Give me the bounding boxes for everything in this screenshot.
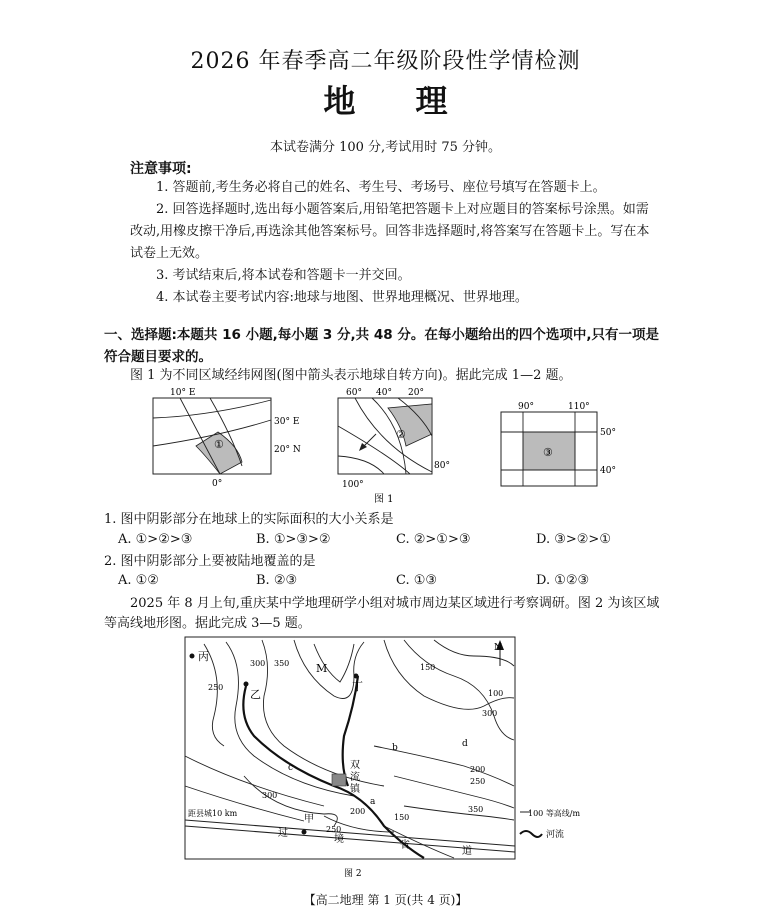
label-guo: 过 [278, 828, 288, 839]
fig1-panel-a [153, 388, 301, 489]
q1-stem: 1. 图中阴影部分在地球上的实际面积的大小关系是 [104, 512, 394, 527]
subject-title: 地理 [323, 82, 508, 120]
fig1c-shade-label: ③ [543, 446, 553, 459]
label-c: c [288, 763, 294, 773]
fig1-intro: 图 1 为不同区域经纬网图(图中箭头表示地球自转方向)。据此完成 1—2 题。 [130, 368, 572, 383]
q2-stem: 2. 图中阴影部分上要被陆地覆盖的是 [104, 554, 316, 569]
exam-title: 2026 年春季高二年级阶段性学情检测 [190, 49, 581, 74]
contour-150-b: 150 [394, 813, 410, 822]
legend-river: 河流 [546, 830, 565, 840]
svg-text:N: N [494, 643, 502, 653]
fig1c-lon-110: 110° [568, 402, 590, 412]
fig1a-shade-label: ① [214, 438, 224, 451]
fig1b-shade-label: ② [396, 428, 406, 441]
label-m: M [316, 662, 328, 675]
notice-item-2: 2. 回答选择题时,选出每小题答案后,用铅笔把答题卡上对应题目的答案标号涂黑。如需改动,用橡皮擦干净后,再选涂其他答案标号。回答非选择题时,将答案写在答题卡上。写在本试卷上无效。 [130, 202, 650, 261]
town-block [332, 774, 346, 786]
figure-1 [140, 386, 640, 504]
label-b: b [392, 743, 398, 753]
label-d: d [462, 739, 468, 749]
q1-option-d[interactable]: D. ③>②>① [536, 532, 611, 547]
contour-200-a: 200 [470, 765, 486, 774]
notice-heading: 注意事项: [130, 161, 192, 177]
exam-info: 本试卷满分 100 分,考试用时 75 分钟。 [269, 140, 502, 155]
fig1-panel-c [501, 402, 616, 486]
fig1-caption: 图 1 [374, 494, 394, 504]
fig1c-lat-50: 50° [600, 428, 616, 438]
label-bing: 丙 [198, 650, 209, 663]
contour-300-a: 300 [250, 659, 266, 668]
label-jia: 甲 [304, 814, 314, 825]
label-yi: 乙 [250, 688, 261, 701]
label-county-distance: 距县城10 km [188, 809, 238, 818]
notice-item-3: 3. 考试结束后,将本试卷和答题卡一并交回。 [156, 268, 411, 283]
q2-option-b[interactable]: B. ②③ [256, 573, 298, 588]
contour-200-b: 200 [350, 807, 366, 816]
q2-option-a[interactable]: A. ①② [118, 573, 159, 588]
fig1a-lon-30: 30° E [274, 417, 300, 427]
label-shuang: 双 [350, 760, 360, 771]
contour-300-b: 300 [262, 791, 278, 800]
label-zhen: 镇 [350, 784, 360, 795]
fig2-caption: 图 2 [344, 869, 362, 879]
q1-option-b[interactable]: B. ①>③>② [256, 532, 331, 547]
page-footer: 【高二地理 第 1 页(共 4 页)】 [303, 893, 468, 907]
contour-350-b: 350 [468, 805, 484, 814]
fig1b-lat-80: 80° [434, 461, 450, 471]
label-ding: 丁 [352, 680, 363, 693]
contour-250-b: 250 [470, 777, 486, 786]
q2-option-d[interactable]: D. ①②③ [536, 573, 590, 588]
fig1b-lon-100: 100° [342, 480, 364, 490]
q1-option-a[interactable]: A. ①>②>③ [118, 532, 193, 547]
fig1b-lon-20: 20° [408, 388, 424, 398]
fig2-legend [520, 808, 581, 840]
fig1a-lon-10: 10° E [170, 388, 196, 398]
q1-option-c[interactable]: C. ②>①>③ [396, 532, 471, 547]
contour-350-a: 350 [274, 659, 290, 668]
contour-100: 100 [488, 689, 504, 698]
label-liu: 流 [350, 772, 360, 783]
fig1c-lat-40: 40° [600, 466, 616, 476]
fig1b-lon-60: 60° [346, 388, 362, 398]
fig1c-lon-90: 90° [518, 402, 534, 412]
fig1b-lon-40: 40° [376, 388, 392, 398]
notice-item-1: 1. 答题前,考生务必将自己的姓名、考生号、考场号、座位号填写在答题卡上。 [156, 180, 606, 195]
label-sheng: 省 [400, 840, 410, 851]
section-heading: 一、选择题:本题共 16 小题,每小题 3 分,共 48 分。在每小题给出的四个选项中,只有一项是符合题目要求的。 [104, 327, 659, 365]
label-jing: 境 [334, 834, 344, 845]
fig1-panel-b [338, 388, 450, 490]
label-a: a [370, 797, 376, 807]
contour-250-a: 250 [208, 683, 224, 692]
fig1a-lat-0: 0° [212, 479, 223, 489]
label-dao: 道 [462, 846, 472, 857]
notice-item-4: 4. 本试卷主要考试内容:地球与地图、世界地理概况、世界地理。 [156, 290, 528, 305]
contour-150-a: 150 [420, 663, 436, 672]
contour-250-c: 250 [326, 825, 342, 834]
fig1a-lat-20: 20° N [274, 445, 301, 455]
q2-option-c[interactable]: C. ①③ [396, 573, 438, 588]
figure-2 [184, 636, 584, 882]
fig2-intro: 2025 年 8 月上旬,重庆某中学地理研学小组对城市周边某区域进行考察调研。图 2 为该区域等高线地形图。据此完成 3—5 题。 [104, 596, 660, 631]
legend-contour: 100 等高线/m [528, 809, 581, 818]
contour-300-c: 300 [482, 709, 498, 718]
